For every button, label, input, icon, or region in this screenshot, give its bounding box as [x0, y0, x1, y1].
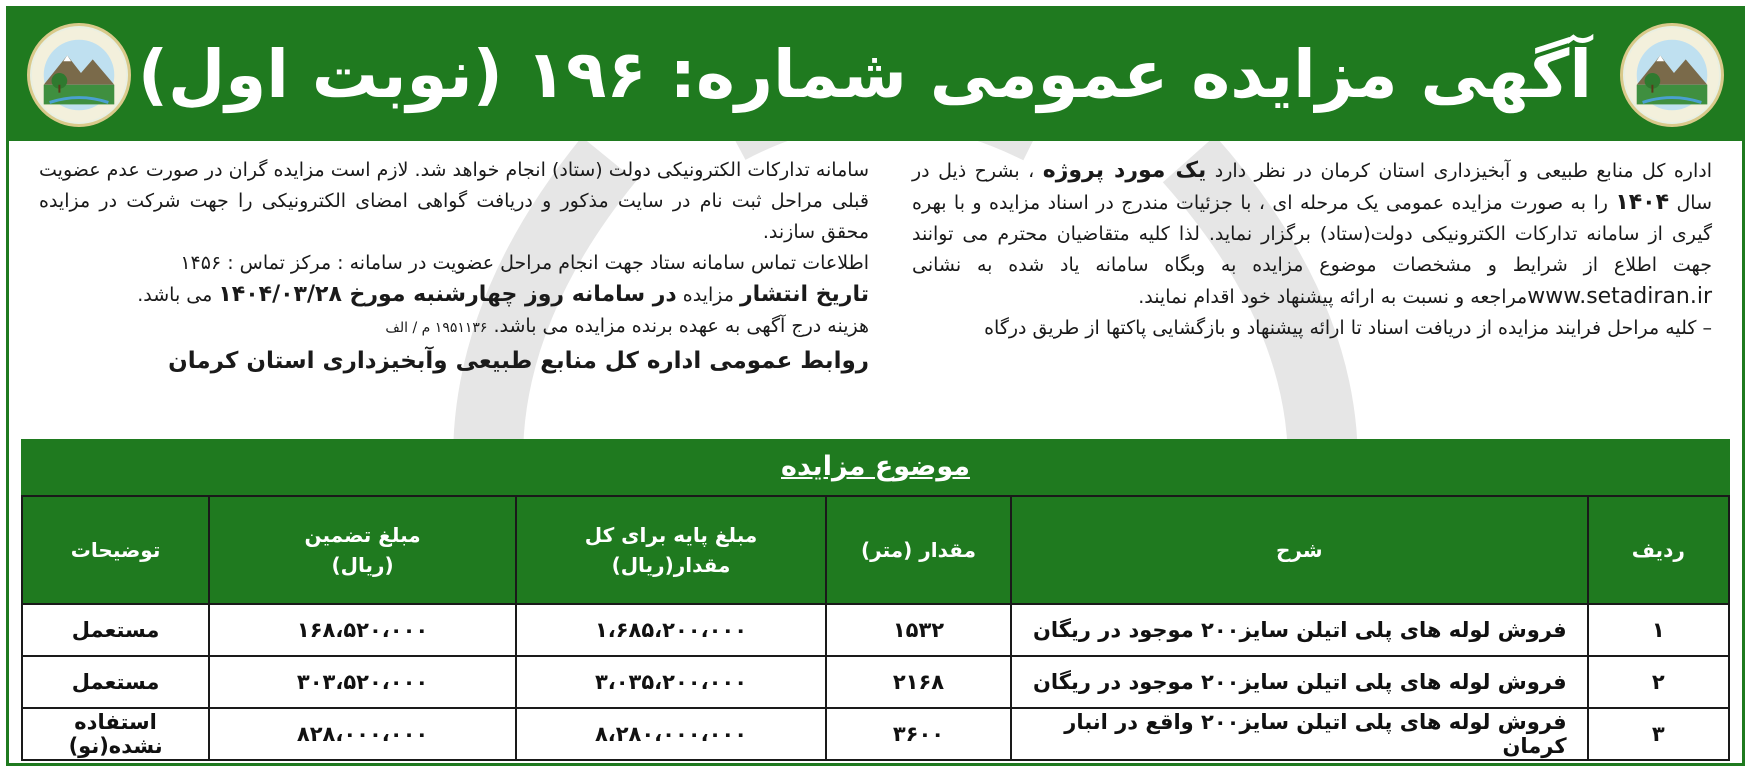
- auction-table: [21, 495, 1730, 761]
- table-row: [22, 708, 1729, 760]
- row-description: فروش لوله های پلی اتیلن سایز۲۰۰ موجود در ریگان: [1011, 656, 1588, 708]
- contact-paragraph: اطلاعات تماس سامانه ستاد جهت انجام مراحل عضویت در سامانه : مرکز تماس : ۱۴۵۶: [180, 252, 869, 274]
- row-quantity: ۳۶۰۰: [826, 708, 1011, 760]
- notice-title: آگهی مزایده عمومی شماره: ۱۹۶ (نوبت اول): [137, 36, 1592, 113]
- publish-date-paragraph: [39, 279, 869, 311]
- row-description: فروش لوله های پلی اتیلن سایز۲۰۰ موجود در ریگان: [1011, 604, 1588, 656]
- table-row: [22, 656, 1729, 708]
- row-notes: مستعمل: [22, 656, 209, 708]
- publish-date-label: تاریخ انتشار: [739, 282, 869, 307]
- table-row: [22, 604, 1729, 656]
- body-right-column: [912, 155, 1712, 344]
- year: ۱۴۰۴: [1615, 190, 1670, 215]
- base-header-line1: مبلغ پایه برای کل: [584, 523, 758, 547]
- row-number: ۱: [1588, 604, 1729, 656]
- fee-paragraph: [39, 311, 869, 344]
- process-paragraph: – کلیه مراحل فرایند مزایده از دریافت اسناد تا ارائه پیشنهاد و بازگشایی پاکتها از طریق درگاه: [984, 317, 1712, 339]
- guarantee-header-line1: مبلغ تضمین: [304, 523, 421, 547]
- subject-bar: [21, 439, 1730, 495]
- publish-date: در سامانه روز چهارشنبه مورخ ۱۴۰۴/۰۳/۲۸: [218, 282, 677, 307]
- project-count: یک مورد پروژه: [1042, 158, 1207, 183]
- row-description: فروش لوله های پلی اتیلن سایز۲۰۰ واقع در انبار کرمان: [1011, 708, 1588, 760]
- row-base-price: ۸،۲۸۰،۰۰۰،۰۰۰: [516, 708, 826, 760]
- row-base-price: ۳،۰۳۵،۲۰۰،۰۰۰: [516, 656, 826, 708]
- guarantee-header-line2: (ریال): [331, 553, 394, 577]
- fee-text: هزینه درج آگهی به عهده برنده مزایده می باشد.: [493, 315, 869, 337]
- col-header-base: [516, 496, 826, 604]
- base-header-line2: مقدار(ریال): [611, 553, 731, 577]
- subject-title: موضوع مزایده: [781, 451, 970, 482]
- row-number: ۲: [1588, 656, 1729, 708]
- organization-emblem-icon: [27, 23, 131, 127]
- row-guarantee: ۸۲۸،۰۰۰،۰۰۰: [209, 708, 516, 760]
- signature: روابط عمومی اداره کل منابع طبیعی وآبخیزداری استان کرمان: [168, 348, 869, 374]
- intro-text-c: را به صورت مزایده عمومی یک مرحله ای ، با جزئیات مندرج در اسناد مزایده و با بهره گیری از سامانه تدارکات الکترونیکی دولت(ستاد) برگزار نماید. لذا کلیه متقاضیان محترم می توانند جهت اطلاع از شرایط و مشخصات موضوع مزایده به وبگاه سامانه یاد شده به نشانی: [912, 192, 1712, 276]
- col-header-desc: شرح: [1011, 496, 1588, 604]
- col-header-row: ردیف: [1588, 496, 1729, 604]
- row-guarantee: ۱۶۸،۵۲۰،۰۰۰: [209, 604, 516, 656]
- header-bar: [9, 9, 1742, 141]
- registration-paragraph: سامانه تدارکات الکترونیکی دولت (ستاد) انجام خواهد شد. لازم است مزایده گران در صورت عدم عضویت قبلی مراحل ثبت نام در سایت مذکور و دریافت گواهی امضای الکترونیکی را جهت شرکت در مزایده محقق سازند.: [39, 159, 869, 243]
- intro-text-b: ، بشرح ذیل در سال: [912, 160, 1712, 214]
- row-notes: استفاده نشده(نو): [22, 708, 209, 760]
- setad-link[interactable]: www.setadiran.ir: [1527, 284, 1712, 309]
- publish-text-a: مزایده: [682, 284, 734, 306]
- row-quantity: ۲۱۶۸: [826, 656, 1011, 708]
- publish-text-b: می باشد.: [137, 284, 213, 306]
- row-base-price: ۱،۶۸۵،۲۰۰،۰۰۰: [516, 604, 826, 656]
- intro-paragraph: [912, 155, 1712, 313]
- notice-frame: [6, 6, 1745, 766]
- intro-text-a: اداره کل منابع طبیعی و آبخیزداری استان کرمان در نظر دارد: [1214, 160, 1712, 182]
- col-header-notes: توضیحات: [22, 496, 209, 604]
- row-quantity: ۱۵۳۲: [826, 604, 1011, 656]
- notice-code: ۱۹۵۱۱۳۶ م / الف: [385, 320, 488, 336]
- intro-text-d: مراجعه و نسبت به ارائه پیشنهاد خود اقدام نمایند.: [1138, 286, 1528, 308]
- organization-emblem-icon: [1620, 23, 1724, 127]
- row-guarantee: ۳۰۳،۵۲۰،۰۰۰: [209, 656, 516, 708]
- col-header-qty: مقدار (متر): [826, 496, 1011, 604]
- row-notes: مستعمل: [22, 604, 209, 656]
- table-header-row: [22, 496, 1729, 604]
- body-left-column: [39, 155, 869, 377]
- row-number: ۳: [1588, 708, 1729, 760]
- col-header-guarantee: [209, 496, 516, 604]
